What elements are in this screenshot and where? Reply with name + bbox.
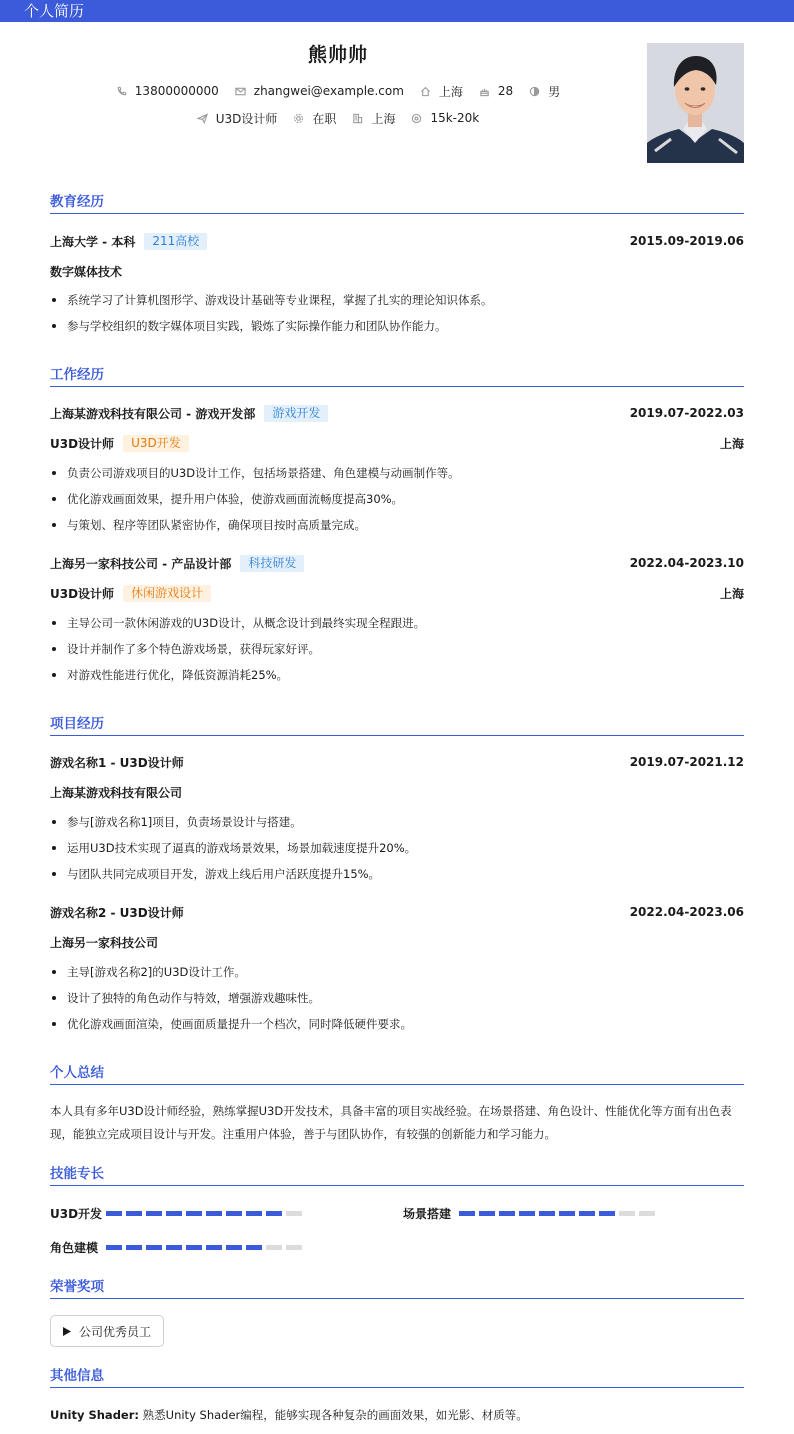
project-company: 上海某游戏科技有限公司 (50, 786, 183, 800)
skill-segment-filled (206, 1245, 222, 1250)
coin-icon (411, 113, 422, 124)
skill-segment-filled (246, 1245, 262, 1250)
work-date: 2019.07-2022.03 (629, 406, 744, 420)
section-skills: 技能专长 (50, 1166, 744, 1186)
education-major: 数字媒体技术 (50, 265, 123, 279)
top-bar (0, 0, 794, 22)
honor-label: 公司优秀员工 (79, 1324, 152, 1339)
project-bullet: 与团队共同完成项目开发，游戏上线后用户活跃度提升15%。 (50, 866, 744, 882)
work-header (50, 554, 744, 572)
section-other: 其他信息 (50, 1368, 744, 1388)
work-bullet: 主导公司一款休闲游戏的U3D设计，从概念设计到最终实现全程跟进。 (50, 615, 744, 631)
skill-name: U3D开发 (50, 1206, 103, 1221)
skill-segment-empty (639, 1211, 655, 1216)
phone-icon (116, 86, 127, 97)
education-date: 2015.09-2019.06 (629, 234, 744, 248)
project-date: 2019.07-2021.12 (629, 755, 744, 769)
skill-segment-filled (146, 1211, 162, 1216)
skill-segment-filled (126, 1211, 142, 1216)
gender-text: 男 (548, 84, 561, 99)
role-tag: U3D开发 (123, 435, 189, 452)
city-text: 上海 (438, 84, 463, 99)
project-bullet: 优化游戏画面渲染，使画面质量提升一个档次，同时降低硬件要求。 (50, 1016, 744, 1032)
skill-segment-filled (246, 1211, 262, 1216)
gender-icon (529, 86, 540, 97)
skill-segment-filled (599, 1211, 615, 1216)
page-title: 个人简历 (24, 2, 85, 20)
skill-segment-empty (286, 1211, 302, 1216)
candidate-name: 熊帅帅 (307, 44, 368, 66)
job-intent-row (0, 110, 676, 126)
role-name: U3D设计师 (50, 436, 115, 451)
gender-item (529, 83, 560, 99)
project-bullet: 运用U3D技术实现了逼真的游戏场景效果，场景加载速度提升20%。 (50, 840, 744, 856)
work-location: 上海 (719, 586, 744, 601)
honor-item[interactable] (50, 1315, 164, 1347)
salary-text: 15k-20k (430, 111, 480, 125)
role-name: U3D设计师 (50, 586, 115, 601)
email-text: zhangwei@example.com (253, 84, 404, 98)
work-bullet: 对游戏性能进行优化，降低资源消耗25%。 (50, 667, 744, 683)
project-date: 2022.04-2023.06 (629, 905, 744, 919)
company-name: 上海某游戏科技有限公司 - 游戏开发部 (50, 406, 256, 421)
work-header (50, 404, 744, 422)
cake-icon (479, 86, 490, 97)
skill-segment-empty (286, 1245, 302, 1250)
position-text: U3D设计师 (215, 111, 278, 126)
skill-segment-filled (166, 1211, 182, 1216)
school-name: 上海大学 - 本科 (50, 234, 136, 249)
skill-segment-filled (579, 1211, 595, 1216)
skill-segment-filled (559, 1211, 575, 1216)
project-bullet: 设计了独特的角色动作与特效，增强游戏趣味性。 (50, 990, 744, 1006)
position-item (197, 110, 278, 126)
section-work: 工作经历 (50, 367, 744, 387)
project-bullet: 主导[游戏名称2]的U3D设计工作。 (50, 964, 744, 980)
work-role-row (50, 584, 744, 602)
section-education: 教育经历 (50, 194, 744, 214)
skill-level-bar (106, 1245, 306, 1250)
profile-photo (647, 43, 744, 163)
skill-segment-filled (206, 1211, 222, 1216)
section-summary: 个人总结 (50, 1065, 744, 1085)
skill-item (50, 1239, 306, 1255)
work-date: 2022.04-2023.10 (629, 556, 744, 570)
other-text: 熟悉Unity Shader编程，能够实现各种复杂的画面效果，如光影、材质等。 (142, 1408, 528, 1422)
work-bullet: 与策划、程序等团队紧密协作，确保项目按时高质量完成。 (50, 517, 744, 533)
skill-segment-filled (166, 1245, 182, 1250)
skill-segment-filled (186, 1245, 202, 1250)
project-name: 游戏名称2 - U3D设计师 (50, 905, 184, 920)
skill-item (403, 1205, 659, 1221)
work-bullet: 优化游戏画面效果，提升用户体验，使游戏画面流畅度提高30%。 (50, 491, 744, 507)
skill-segment-filled (519, 1211, 535, 1216)
skill-segment-empty (619, 1211, 635, 1216)
skill-item (50, 1205, 306, 1221)
skill-segment-filled (106, 1211, 122, 1216)
skill-segment-filled (266, 1211, 282, 1216)
status-item (293, 110, 336, 126)
skill-name: 场景搭建 (403, 1206, 452, 1221)
skill-segment-filled (126, 1245, 142, 1250)
company-name: 上海另一家科技公司 - 产品设计部 (50, 556, 232, 571)
work-bullet: 设计并制作了多个特色游戏场景，获得玩家好评。 (50, 641, 744, 657)
summary-text: 本人具有多年U3D设计师经验，熟练掌握U3D开发技术，具备丰富的项目实战经验。在场景搭建、角色设计、性能优化等方面有出色表现，能独立完成项目设计与开发。注重用户体验，善于与团队协作，有较强的创新能力和学习能力。 (50, 1104, 732, 1141)
work-bullet: 负责公司游戏项目的U3D设计工作，包括场景搭建、角色建模与动画制作等。 (50, 465, 744, 481)
skill-segment-filled (146, 1245, 162, 1250)
project-name: 游戏名称1 - U3D设计师 (50, 755, 184, 770)
city-item (420, 83, 463, 99)
triangle-right-icon (63, 1327, 71, 1336)
send-icon (197, 113, 208, 124)
role-tag: 休闲游戏设计 (123, 585, 211, 602)
target-city-text: 上海 (371, 111, 396, 126)
education-bullet: 参与学校组织的数字媒体项目实践，锻炼了实际操作能力和团队协作能力。 (50, 318, 744, 334)
skill-segment-filled (459, 1211, 475, 1216)
skill-level-bar (459, 1211, 659, 1216)
project-header (50, 903, 744, 921)
status-text: 在职 (312, 111, 337, 126)
skill-name: 角色建模 (50, 1240, 99, 1255)
phone-item (116, 83, 219, 99)
section-project: 项目经历 (50, 716, 744, 736)
mail-icon (235, 86, 246, 97)
age-text: 28 (497, 84, 514, 98)
skill-segment-filled (499, 1211, 515, 1216)
education-header (50, 232, 744, 250)
other-label: Unity Shader: (50, 1408, 139, 1422)
company-tag: 游戏开发 (264, 405, 328, 422)
age-item (479, 83, 513, 99)
school-tag: 211高校 (144, 233, 207, 250)
education-bullet: 系统学习了计算机图形学、游戏设计基础等专业课程，掌握了扎实的理论知识体系。 (50, 292, 744, 308)
skill-segment-filled (186, 1211, 202, 1216)
skill-segment-filled (226, 1211, 242, 1216)
skill-segment-empty (266, 1245, 282, 1250)
skill-segment-filled (539, 1211, 555, 1216)
skill-segment-filled (479, 1211, 495, 1216)
home-icon (420, 86, 431, 97)
project-bullet: 参与[游戏名称1]项目，负责场景设计与搭建。 (50, 814, 744, 830)
salary-item (411, 110, 479, 126)
other-info (50, 1407, 528, 1423)
gear-icon (293, 113, 304, 124)
phone-text: 13800000000 (134, 84, 219, 98)
company-tag: 科技研发 (240, 555, 304, 572)
skill-segment-filled (226, 1245, 242, 1250)
project-company: 上海另一家科技公司 (50, 936, 159, 950)
skill-level-bar (106, 1211, 306, 1216)
building-icon (352, 113, 363, 124)
section-honors: 荣誉奖项 (50, 1279, 744, 1299)
email-item (235, 83, 404, 99)
project-header (50, 753, 744, 771)
contact-row (0, 83, 676, 99)
work-location: 上海 (719, 436, 744, 451)
skill-segment-filled (106, 1245, 122, 1250)
work-role-row (50, 434, 744, 452)
target-city-item (352, 110, 395, 126)
